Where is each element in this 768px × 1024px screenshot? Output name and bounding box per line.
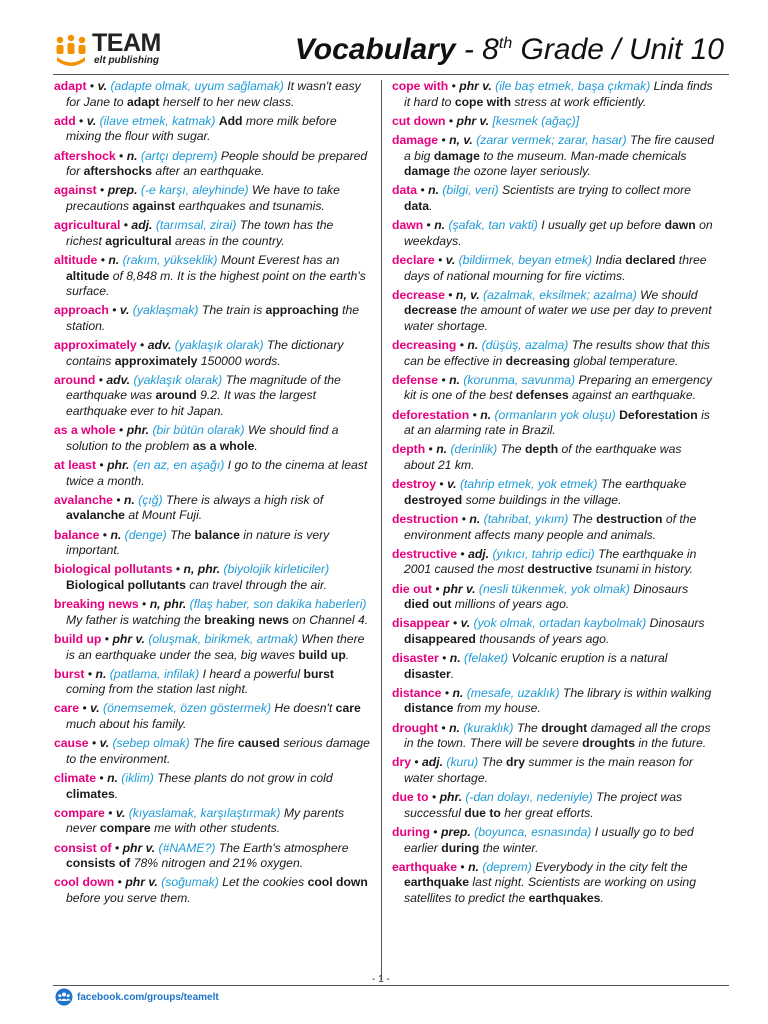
vocab-entry [392, 408, 714, 439]
entry-part-of-speech: phr v. [122, 840, 156, 855]
bullet-separator: • [136, 338, 148, 353]
entry-part-of-speech: phr. [107, 458, 130, 472]
entry-translation: (azalmak, eksilmek; azalma) [483, 287, 637, 302]
bullet-separator: • [456, 338, 468, 353]
entry-headword: during [392, 825, 430, 839]
bullet-separator: • [115, 148, 127, 163]
entry-headword: destructive [392, 546, 458, 561]
entry-part-of-speech: v. [90, 701, 100, 716]
entry-translation: (ormanların yok oluşu) [494, 407, 616, 422]
entry-translation: [kesmek (ağaç)] [492, 113, 580, 128]
entry-headword: as a whole [54, 423, 116, 438]
entry-part-of-speech: v. [119, 303, 130, 318]
entry-example: Let the cookies cool down before you serve them. [66, 875, 368, 905]
entry-example: I usually get up before dawn on weekdays. [404, 218, 713, 248]
vocab-entry [54, 806, 372, 837]
logo-subtext: elt publishing [94, 55, 159, 66]
entry-translation: (oluşmak, birikmek, artmak) [148, 631, 299, 646]
entry-part-of-speech: n. [436, 442, 448, 457]
vocab-entry [54, 149, 372, 180]
entry-example: The earthquake destroyed some buildings in the village. [404, 477, 687, 507]
entry-headword: avalanche [54, 492, 113, 507]
vocab-entry [54, 114, 372, 145]
facebook-group-link[interactable]: facebook.com/groups/teamelt [77, 991, 219, 1003]
entry-headword: decrease [392, 287, 445, 302]
vocab-entry [392, 616, 714, 647]
entry-part-of-speech: adv. [147, 338, 172, 353]
entry-translation: (ile baş etmek, başa çıkmak) [495, 79, 651, 93]
entry-headword: cut down [392, 113, 446, 128]
entry-example: I usually go to bed earlier during the winter. [404, 825, 694, 855]
entry-example: The earthquake in 2001 caused the most destructive tsunami in history. [404, 546, 697, 577]
entry-part-of-speech: n. [449, 372, 460, 387]
bullet-separator: • [425, 442, 437, 457]
bullet-separator: • [444, 287, 456, 302]
entry-part-of-speech: n. [449, 720, 460, 735]
entry-headword: burst [54, 666, 85, 681]
entry-headword: balance [54, 527, 100, 542]
entry-part-of-speech: v. [97, 79, 108, 93]
bullet-separator: • [138, 597, 150, 612]
vocab-entry [392, 860, 714, 907]
bullet-separator: • [457, 859, 469, 874]
footer-divider [53, 985, 729, 986]
entry-translation: (yıkıcı, tahrip edici) [492, 546, 595, 561]
entry-translation: (flaş haber, son dakika haberleri) [189, 597, 367, 612]
bullet-separator: • [434, 252, 446, 267]
entry-headword: at least [54, 458, 97, 472]
vocab-entry [54, 373, 372, 420]
entry-example: When there is an earthquake under the sea, big waves build up. [66, 631, 365, 662]
vocab-entry [392, 512, 714, 543]
vocab-entry [54, 562, 372, 593]
entry-part-of-speech: phr v. [443, 581, 476, 596]
entry-part-of-speech: n. [452, 685, 464, 700]
entry-example: Preparing an emergency kit is one of the best defenses against an earthquake. [404, 372, 712, 403]
entry-headword: destroy [392, 477, 437, 492]
entry-part-of-speech: n, phr. [183, 562, 221, 577]
entry-headword: declare [392, 252, 435, 267]
facebook-group-icon [55, 988, 73, 1006]
entry-translation: (sebep olmak) [112, 736, 190, 751]
entry-translation: (ilave etmek, katmak) [99, 113, 216, 128]
entry-example: There is always a high risk of avalanche at Mount Fuji. [66, 492, 324, 523]
entry-part-of-speech: n, v. [455, 287, 480, 302]
bullet-separator: • [97, 252, 109, 267]
entry-example: The fire caused serious damage to the environment. [66, 736, 370, 766]
entry-example: Volcanic eruption is a natural disaster. [404, 651, 668, 681]
bullet-separator: • [417, 183, 429, 198]
entry-translation: (bildirmek, beyan etmek) [458, 252, 593, 267]
entry-headword: build up [54, 631, 102, 646]
entry-headword: biological pollutants [54, 562, 173, 577]
page-title [295, 33, 724, 67]
entry-part-of-speech: phr. [439, 790, 462, 805]
entry-example: My parents never compare me with other students. [66, 805, 345, 836]
bullet-separator: • [438, 132, 450, 147]
entry-headword: cause [54, 736, 89, 751]
entry-translation: (düşüş, azalma) [481, 338, 569, 353]
vocab-entry [392, 253, 714, 284]
entry-example: The fire caused a big damage to the museum. Man-made chemicals damage the ozone layer seriously. [404, 132, 714, 179]
vocab-entry [392, 218, 714, 249]
vocab-entry [392, 288, 714, 335]
entry-part-of-speech: n, v. [449, 132, 473, 147]
left-column [54, 79, 372, 910]
entry-headword: around [54, 372, 96, 387]
bullet-separator: • [96, 771, 108, 786]
logo-text: TEAM [92, 29, 161, 57]
vocab-entry [54, 303, 372, 334]
entry-example: Dinosaurs died out millions of years ago. [404, 581, 689, 612]
bullet-separator: • [449, 616, 461, 631]
entry-translation: (denge) [124, 527, 167, 542]
bullet-separator: • [438, 372, 450, 387]
entry-example: The magnitude of the earthquake was around 9.2. It was the largest earthquake ever to hit Japan. [66, 372, 341, 419]
entry-translation: (tarımsal, zirai) [155, 218, 237, 233]
entry-example: We should decrease the amount of water we use per day to prevent water shortage. [404, 287, 712, 333]
entry-part-of-speech: adv. [106, 372, 131, 387]
entry-headword: distance [392, 685, 442, 700]
bullet-separator: • [96, 458, 108, 472]
entry-example: Scientists are trying to collect more data. [404, 183, 691, 213]
bullet-separator: • [75, 113, 87, 128]
vocab-entry [54, 493, 372, 524]
vocab-entry [392, 183, 714, 214]
vocab-entry [392, 477, 714, 508]
vocab-entry [54, 253, 372, 300]
entry-headword: depth [392, 442, 426, 457]
entry-part-of-speech: phr v. [125, 875, 158, 890]
entry-headword: approximately [54, 338, 137, 353]
bullet-separator: • [445, 113, 457, 128]
entry-part-of-speech: n. [428, 183, 439, 198]
entry-example: The library is within walking distance from my house. [404, 685, 712, 716]
entry-example: The drought damaged all the crops in the town. There will be severe droughts in the future. [404, 720, 711, 751]
entry-example: The project was successful due to her great efforts. [404, 790, 683, 820]
entry-part-of-speech: v. [460, 616, 471, 631]
entry-translation: (biyolojik kirleticiler) [223, 562, 330, 577]
bullet-separator: • [114, 875, 126, 890]
vocab-entry [54, 458, 372, 489]
entry-example: The Earth's atmosphere consists of 78% nitrogen and 21% oxygen. [66, 840, 349, 871]
entry-translation: (önemsemek, özen göstermek) [103, 701, 271, 716]
entry-headword: earthquake [392, 859, 458, 874]
vocab-entry [54, 667, 372, 698]
entry-part-of-speech: prep. [107, 183, 138, 198]
entry-translation: (deprem) [482, 859, 532, 874]
vocab-entry [54, 632, 372, 663]
entry-part-of-speech: n. [126, 148, 138, 163]
right-column [392, 79, 714, 910]
vocab-entry [392, 686, 714, 717]
vocab-entry [54, 701, 372, 732]
entry-translation: (yaklaşmak) [132, 303, 199, 318]
entry-example: Everybody in the city felt the earthquake last night. Scientists are working on using satellites to predict the earthquakes. [404, 859, 696, 905]
footer [55, 987, 219, 1007]
entry-headword: compare [54, 805, 105, 820]
entry-example: The depth of the earthquake was about 21 km. [404, 442, 682, 472]
vocab-entry [392, 547, 714, 578]
vocab-entry [54, 841, 372, 872]
entry-example: It wasn't easy for Jane to adapt herself to her new class. [66, 79, 361, 109]
vocab-entry [392, 133, 714, 180]
entry-headword: due to [392, 790, 429, 805]
entry-headword: aftershock [54, 148, 116, 163]
entry-part-of-speech: n. [468, 859, 479, 874]
team-logo [54, 29, 174, 70]
bullet-separator: • [111, 840, 123, 855]
bullet-separator: • [104, 805, 116, 820]
entry-translation: (tahrip etmek, yok etmek) [459, 477, 598, 492]
entry-headword: add [54, 113, 76, 128]
entry-example: The town has the richest agricultural areas in the country. [66, 218, 334, 248]
entry-part-of-speech: phr v. [459, 79, 492, 93]
entry-translation: (iklim) [121, 771, 154, 786]
vocab-entry [392, 755, 714, 786]
bullet-separator: • [115, 423, 127, 438]
entry-headword: dry [392, 755, 411, 770]
bullet-separator: • [120, 218, 132, 233]
entry-part-of-speech: v. [99, 736, 110, 751]
vocab-entry [54, 771, 372, 802]
vocab-entry [392, 79, 714, 110]
entry-part-of-speech: n. [449, 651, 461, 666]
entry-translation: (#NAME?) [158, 840, 216, 855]
entry-example: The results show that this can be effective in decreasing global temperature. [404, 338, 710, 368]
entry-headword: breaking news [54, 597, 139, 612]
entry-headword: deforestation [392, 407, 470, 422]
entry-translation: (artçı deprem) [140, 148, 218, 163]
vocab-entry [54, 597, 372, 628]
bullet-separator: • [86, 79, 98, 93]
entry-part-of-speech: n. [467, 338, 479, 353]
page-header [0, 0, 768, 80]
vocab-entry [54, 423, 372, 454]
entry-translation: (kuraklık) [463, 720, 514, 735]
vocab-entry [54, 875, 372, 906]
vocab-entry [54, 218, 372, 249]
entry-example: Add more milk before mixing the flour with sugar. [66, 113, 337, 144]
bullet-separator: • [88, 736, 100, 751]
entry-translation: (yaklaşık olarak) [133, 372, 223, 387]
bullet-separator: • [441, 685, 453, 700]
entry-part-of-speech: v. [86, 113, 97, 128]
vocab-entry [392, 721, 714, 752]
bullet-separator: • [431, 581, 443, 596]
header-divider [53, 74, 729, 75]
title-rest: Grade / Unit 10 [512, 33, 724, 66]
entry-translation: (mesafe, uzaklık) [466, 685, 560, 700]
bullet-separator: • [172, 562, 184, 577]
entry-part-of-speech: n. [480, 407, 492, 422]
entry-translation: (-dan dolayı, nedeniyle) [465, 790, 593, 805]
entry-headword: disaster [392, 651, 439, 666]
bullet-separator: • [108, 303, 120, 318]
entry-headword: damage [392, 132, 439, 147]
entry-headword: drought [392, 720, 439, 735]
entry-translation: (derinlik) [450, 442, 498, 457]
entry-part-of-speech: n. [107, 771, 118, 786]
vocab-entry [392, 114, 714, 130]
entry-part-of-speech: n. [469, 511, 481, 526]
entry-example: Dinosaurs disappeared thousands of years ago. [404, 616, 705, 646]
entry-part-of-speech: adj. [422, 755, 444, 770]
entry-translation: (boyunca, esnasında) [474, 825, 592, 839]
entry-example: We should find a solution to the problem as a whole. [66, 423, 339, 453]
entry-example: The dry summer is the main reason for water shortage. [404, 755, 693, 786]
entry-translation: (felaket) [464, 651, 509, 666]
entry-part-of-speech: v. [445, 252, 456, 267]
column-divider [381, 80, 382, 980]
entry-translation: (tahribat, yıkım) [483, 511, 569, 526]
entry-translation: (şafak, tan vakti) [448, 218, 538, 233]
entry-part-of-speech: v. [115, 805, 126, 820]
entry-example: The train is approaching the station. [66, 303, 360, 333]
bullet-separator: • [95, 372, 107, 387]
entry-headword: dawn [392, 218, 424, 233]
title-separator: - 8 [455, 33, 499, 66]
entry-example: He doesn't care much about his family. [66, 701, 361, 732]
entry-part-of-speech: n. [108, 252, 120, 267]
entry-part-of-speech: n. [124, 492, 135, 507]
vocab-entry [54, 79, 372, 110]
entry-translation: (nesli tükenmek, yok olmak) [478, 581, 630, 596]
page-number: - 1 - [372, 974, 390, 985]
vocab-entry [392, 338, 714, 369]
vocab-entry [54, 736, 372, 767]
entry-translation: (yaklaşık olarak) [174, 338, 264, 353]
entry-headword: agricultural [54, 218, 121, 233]
title-superscript: th [498, 35, 513, 52]
entry-translation: (en az, en aşağı) [132, 458, 225, 472]
vocab-entry [392, 442, 714, 473]
bullet-separator: • [99, 527, 111, 542]
bullet-separator: • [96, 183, 108, 198]
entry-example: I heard a powerful burst coming from the station last night. [66, 666, 334, 697]
entry-example: These plants do not grow in cold climates. [66, 771, 333, 801]
entry-example: I go to the cinema at least twice a month. [66, 458, 368, 488]
entry-headword: data [392, 183, 418, 198]
entry-headword: defense [392, 372, 439, 387]
bullet-separator: • [429, 825, 441, 839]
vocab-entry [392, 825, 714, 856]
bullet-separator: • [448, 79, 460, 93]
entry-part-of-speech: n, phr. [149, 597, 187, 612]
entry-translation: (patlama, infilak) [109, 666, 200, 681]
entry-example: Biological pollutants can travel through the air. [66, 577, 327, 592]
bullet-separator: • [84, 666, 96, 681]
bullet-separator: • [428, 790, 440, 805]
entry-headword: cope with [392, 79, 449, 93]
entry-translation: (soğumak) [161, 875, 219, 890]
bullet-separator: • [438, 651, 450, 666]
vocab-entry [392, 373, 714, 404]
entry-example: Linda finds it hard to cope with stress at work efficiently. [404, 79, 713, 109]
title-bold: Vocabulary [294, 33, 456, 66]
entry-translation: (çığ) [138, 492, 163, 507]
bullet-separator: • [101, 631, 113, 646]
entry-example: We have to take precautions against earthquakes and tsunamis. [66, 183, 340, 213]
entry-part-of-speech: adj. [131, 218, 153, 233]
entry-example: My father is watching the breaking news on Channel 4. [66, 612, 369, 627]
entry-headword: cool down [54, 875, 115, 890]
bullet-separator: • [436, 477, 448, 492]
entry-translation: (bilgi, veri) [442, 183, 499, 198]
bullet-separator: • [79, 701, 91, 716]
entry-part-of-speech: n. [95, 666, 107, 681]
vocab-entry [392, 790, 714, 821]
team-logo-icon [54, 34, 88, 68]
entry-example: Deforestation is at an alarming rate in Brazil. [404, 407, 710, 438]
entry-translation: (bir bütün olarak) [152, 423, 245, 438]
entry-part-of-speech: phr. [126, 423, 150, 438]
entry-part-of-speech: v. [447, 477, 457, 492]
bullet-separator: • [410, 755, 423, 770]
entry-translation: (-e karşı, aleyhinde) [140, 183, 249, 198]
entry-headword: altitude [54, 252, 98, 267]
entry-example: Mount Everest has an altitude of 8,848 m. It is the highest point on the earth's surface. [66, 252, 366, 299]
entry-translation: (korunma, savunma) [463, 372, 576, 387]
entry-headword: decreasing [392, 338, 457, 353]
bullet-separator: • [457, 546, 469, 561]
bullet-separator: • [423, 218, 435, 233]
entry-headword: against [54, 183, 97, 198]
entry-part-of-speech: adj. [468, 546, 490, 561]
entry-translation: (zarar vermek; zarar, hasar) [476, 132, 627, 147]
vocab-entry [392, 582, 714, 613]
entry-translation: (rakım, yükseklik) [122, 252, 218, 267]
entry-translation: (kıyaslamak, karşılaştırmak) [128, 805, 281, 820]
entry-headword: consist of [54, 840, 112, 855]
bullet-separator: • [458, 511, 470, 526]
entry-example: The balance in nature is very important. [66, 527, 330, 558]
bullet-separator: • [112, 492, 124, 507]
entry-part-of-speech: phr v. [112, 631, 145, 646]
entry-example: People should be prepared for aftershocks after an earthquake. [66, 148, 368, 179]
entry-example: India declared three days of national mourning for fire victims. [404, 252, 707, 283]
entry-translation: (yok olmak, ortadan kaybolmak) [473, 616, 647, 631]
entry-translation: (adapte olmak, uyum sağlamak) [110, 79, 284, 93]
entry-headword: disappear [392, 616, 450, 631]
entry-headword: climate [54, 771, 97, 786]
entry-headword: approach [54, 303, 109, 318]
vocab-entry [54, 528, 372, 559]
entry-headword: die out [392, 581, 432, 596]
entry-part-of-speech: prep. [440, 825, 471, 839]
entry-part-of-speech: phr v. [456, 113, 490, 128]
bullet-separator: • [438, 720, 450, 735]
entry-part-of-speech: n. [110, 527, 122, 542]
entry-headword: destruction [392, 511, 459, 526]
entry-example: The dictionary contains approximately 150000 words. [66, 338, 344, 368]
entry-headword: care [54, 701, 80, 716]
bullet-separator: • [469, 407, 481, 422]
vocab-entry [54, 183, 372, 214]
vocab-entry [54, 338, 372, 369]
entry-example: The destruction of the environment affects many people and animals. [404, 511, 697, 542]
vocab-entry [392, 651, 714, 682]
entry-translation: (kuru) [446, 755, 479, 770]
entry-part-of-speech: n. [434, 218, 446, 233]
entry-headword: adapt [54, 79, 87, 93]
